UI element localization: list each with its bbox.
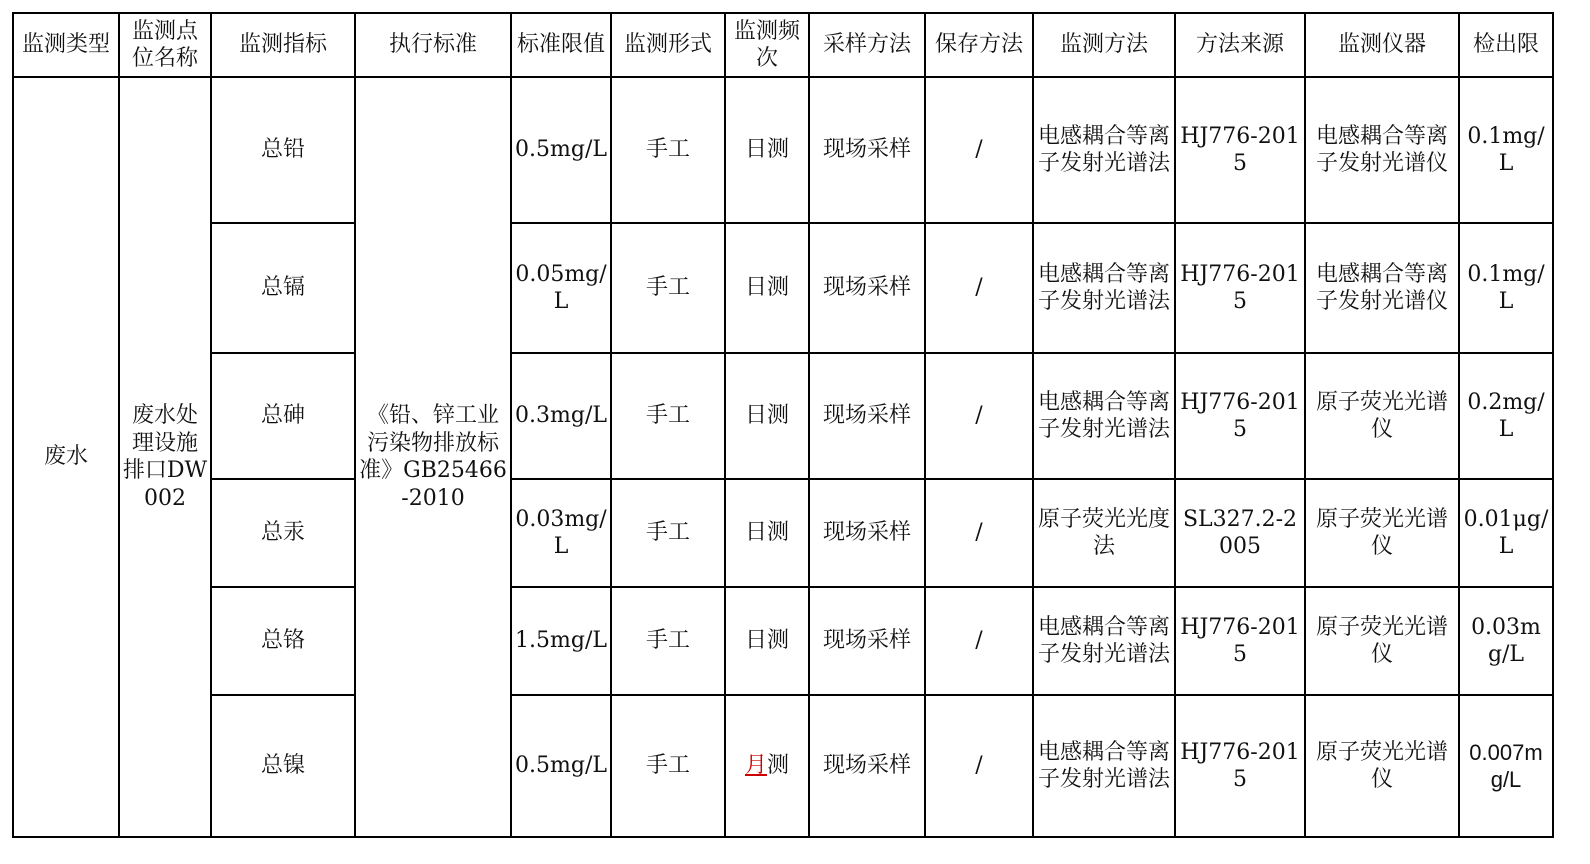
cell-indicator: 总镉 bbox=[211, 223, 355, 353]
cell-source: HJ776-2015 bbox=[1175, 353, 1305, 479]
cell-indicator: 总铬 bbox=[211, 587, 355, 695]
cell-detection: 0.01μg/L bbox=[1459, 479, 1553, 587]
header-freq: 监测频次 bbox=[725, 13, 809, 77]
cell-sampling: 现场采样 bbox=[809, 479, 925, 587]
cell-indicator: 总汞 bbox=[211, 479, 355, 587]
cell-sampling: 现场采样 bbox=[809, 353, 925, 479]
header-standard: 执行标准 bbox=[355, 13, 511, 77]
freq-highlight-char: 月 bbox=[744, 753, 767, 779]
cell-form: 手工 bbox=[611, 479, 725, 587]
cell-source: HJ776-2015 bbox=[1175, 587, 1305, 695]
header-instrument: 监测仪器 bbox=[1305, 13, 1459, 77]
cell-instrument: 原子荧光光谱仪 bbox=[1305, 587, 1459, 695]
cell-indicator: 总镍 bbox=[211, 695, 355, 837]
cell-instrument: 电感耦合等离子发射光谱仪 bbox=[1305, 223, 1459, 353]
header-sampling: 采样方法 bbox=[809, 13, 925, 77]
cell-method: 电感耦合等离子发射光谱法 bbox=[1033, 695, 1175, 837]
header-type: 监测类型 bbox=[13, 13, 119, 77]
cell-freq: 日测 bbox=[725, 479, 809, 587]
header-row bbox=[13, 13, 1553, 77]
cell-form: 手工 bbox=[611, 587, 725, 695]
header-detection: 检出限 bbox=[1459, 13, 1553, 77]
cell-method: 电感耦合等离子发射光谱法 bbox=[1033, 77, 1175, 223]
cell-limit: 0.5mg/L bbox=[511, 695, 611, 837]
monitoring-table-wrapper bbox=[12, 12, 1554, 838]
header-form: 监测形式 bbox=[611, 13, 725, 77]
cell-source: SL327.2-2005 bbox=[1175, 479, 1305, 587]
cell-instrument: 电感耦合等离子发射光谱仪 bbox=[1305, 77, 1459, 223]
cell-method: 原子荧光光度法 bbox=[1033, 479, 1175, 587]
cell-limit: 0.3mg/L bbox=[511, 353, 611, 479]
cell-sampling: 现场采样 bbox=[809, 77, 925, 223]
cell-instrument: 原子荧光光谱仪 bbox=[1305, 479, 1459, 587]
table-row bbox=[13, 587, 1553, 695]
cell-point: 废水处理设施排口DW002 bbox=[119, 77, 211, 837]
cell-sampling: 现场采样 bbox=[809, 223, 925, 353]
cell-type: 废水 bbox=[13, 77, 119, 837]
cell-freq: 日测 bbox=[725, 587, 809, 695]
cell-instrument: 原子荧光光谱仪 bbox=[1305, 353, 1459, 479]
cell-detection: 0.007mg/L bbox=[1459, 695, 1553, 837]
cell-form: 手工 bbox=[611, 223, 725, 353]
cell-freq: 日测 bbox=[725, 353, 809, 479]
cell-source: HJ776-2015 bbox=[1175, 695, 1305, 837]
monitoring-plan-table bbox=[12, 12, 1554, 838]
cell-form: 手工 bbox=[611, 77, 725, 223]
cell-instrument: 原子荧光光谱仪 bbox=[1305, 695, 1459, 837]
cell-limit: 0.05mg/L bbox=[511, 223, 611, 353]
table-row bbox=[13, 479, 1553, 587]
cell-preserve: / bbox=[925, 353, 1033, 479]
cell-preserve: / bbox=[925, 77, 1033, 223]
header-source: 方法来源 bbox=[1175, 13, 1305, 77]
cell-method: 电感耦合等离子发射光谱法 bbox=[1033, 223, 1175, 353]
cell-detection: 0.2mg/L bbox=[1459, 353, 1553, 479]
header-indicator: 监测指标 bbox=[211, 13, 355, 77]
cell-sampling: 现场采样 bbox=[809, 695, 925, 837]
cell-indicator: 总砷 bbox=[211, 353, 355, 479]
header-point: 监测点位名称 bbox=[119, 13, 211, 77]
table-row bbox=[13, 77, 1553, 223]
cell-detection: 0.03mg/L bbox=[1459, 587, 1553, 695]
cell-sampling: 现场采样 bbox=[809, 587, 925, 695]
cell-source: HJ776-2015 bbox=[1175, 77, 1305, 223]
cell-preserve: / bbox=[925, 587, 1033, 695]
cell-form: 手工 bbox=[611, 353, 725, 479]
cell-source: HJ776-2015 bbox=[1175, 223, 1305, 353]
cell-detection: 0.1mg/L bbox=[1459, 77, 1553, 223]
table-row bbox=[13, 353, 1553, 479]
cell-limit: 0.03mg/L bbox=[511, 479, 611, 587]
cell-indicator: 总铅 bbox=[211, 77, 355, 223]
cell-standard: 《铅、锌工业污染物排放标准》GB25466-2010 bbox=[355, 77, 511, 837]
cell-detection: 0.1mg/L bbox=[1459, 223, 1553, 353]
cell-limit: 0.5mg/L bbox=[511, 77, 611, 223]
cell-limit: 1.5mg/L bbox=[511, 587, 611, 695]
cell-preserve: / bbox=[925, 223, 1033, 353]
table-row bbox=[13, 695, 1553, 837]
cell-preserve: / bbox=[925, 695, 1033, 837]
cell-method: 电感耦合等离子发射光谱法 bbox=[1033, 353, 1175, 479]
cell-form: 手工 bbox=[611, 695, 725, 837]
cell-preserve: / bbox=[925, 479, 1033, 587]
cell-method: 电感耦合等离子发射光谱法 bbox=[1033, 587, 1175, 695]
cell-freq bbox=[725, 695, 809, 837]
freq-rest-text: 测 bbox=[767, 753, 790, 779]
header-limit: 标准限值 bbox=[511, 13, 611, 77]
header-preserve: 保存方法 bbox=[925, 13, 1033, 77]
header-method: 监测方法 bbox=[1033, 13, 1175, 77]
cell-freq: 日测 bbox=[725, 77, 809, 223]
table-row bbox=[13, 223, 1553, 353]
cell-freq: 日测 bbox=[725, 223, 809, 353]
